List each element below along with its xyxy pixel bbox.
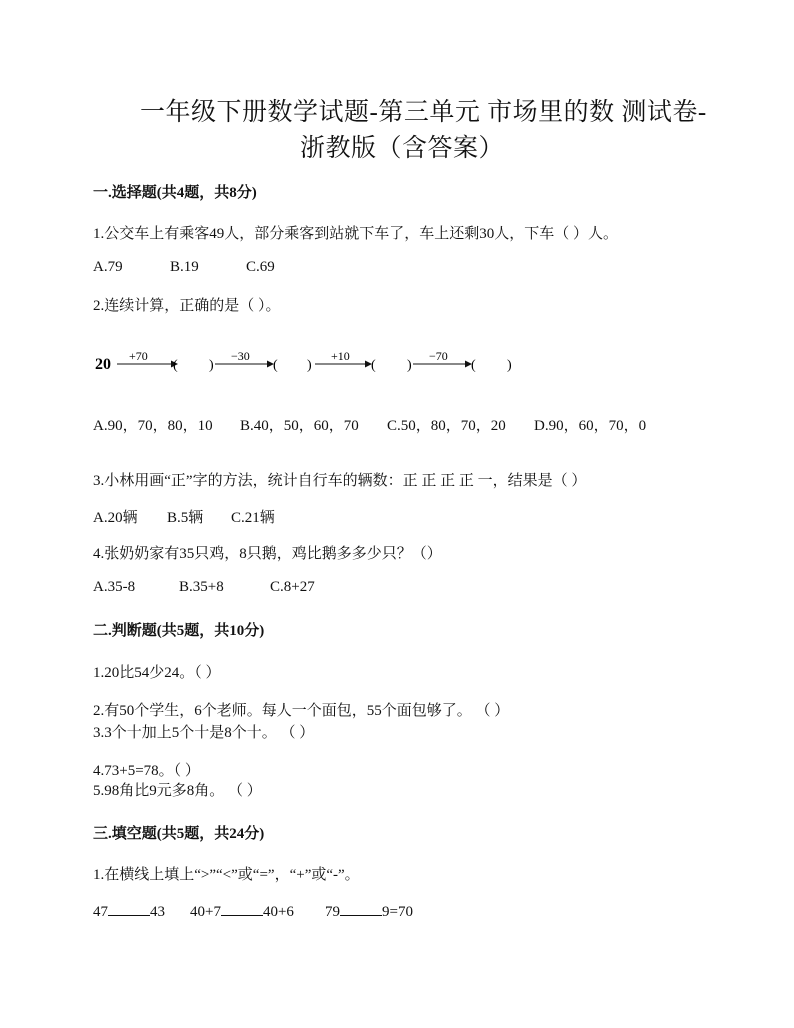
section2-heading: 二.判断题(共5题，共10分) <box>93 623 265 639</box>
fill-expr-2-left: 40+7 <box>190 904 221 920</box>
fill-expr-2-right: 40+6 <box>262 904 294 920</box>
chain-op-2: −30 <box>231 349 250 363</box>
q3-option-c: C.21辆 <box>231 510 275 526</box>
chain-paren-open-2: ( <box>273 358 278 373</box>
section1-heading: 一.选择题(共4题，共8分) <box>93 185 257 201</box>
fill-expr-3-left: 79 <box>325 904 340 920</box>
q4-text: 4.张奶奶家有35只鸡，8只鹅，鸡比鹅多多少只？（） <box>93 546 442 562</box>
chain-paren-close-2: ) <box>307 358 312 373</box>
q1-option-b: B.19 <box>170 259 199 275</box>
chain-op-3: +10 <box>331 349 350 363</box>
chain-paren-open-3: ( <box>371 358 376 373</box>
fill-expr-2 <box>190 901 294 921</box>
page-title-line2: 浙教版（含答案） <box>300 135 505 162</box>
q2-option-d: D.90，60，70，0 <box>534 418 647 434</box>
fill-expr-1 <box>93 901 165 921</box>
judge-item-4: 4.73+5=78。（ ） <box>93 763 200 779</box>
fill-expr-3-right: 9=70 <box>382 904 413 920</box>
chain-paren-close-4: ) <box>507 358 512 373</box>
q1-option-c: C.69 <box>246 259 275 275</box>
q4-option-c: C.8+27 <box>270 579 315 595</box>
q2-option-a: A.90，70，80，10 <box>93 418 213 434</box>
fill-expr-1-left: 47 <box>93 904 108 920</box>
judge-item-3: 3.3个十加上5个十是8个十。 （ ） <box>93 725 315 741</box>
q1-option-a: A.79 <box>93 259 123 275</box>
judge-item-1: 1.20比54少24。（ ） <box>93 665 221 681</box>
fill-expr-1-right: 43 <box>150 904 165 920</box>
q2-option-c: C.50，80，70，20 <box>387 418 506 434</box>
page-title-line1: 一年级下册数学试题-第三单元 市场里的数 测试卷- <box>140 99 707 126</box>
fill-q1-text: 1.在横线上填上“>”“<”或“=”，“+”或“-”。 <box>93 867 360 883</box>
fill-expr-3 <box>325 901 413 921</box>
q2-text: 2.连续计算，正确的是（ ）。 <box>93 298 281 314</box>
q2-chain-diagram <box>93 344 533 384</box>
q2-option-b: B.40，50，60，70 <box>240 418 359 434</box>
fill-blank-1[interactable] <box>108 901 150 916</box>
chain-start: 20 <box>95 356 111 373</box>
fill-blank-2[interactable] <box>221 901 263 916</box>
q3-option-a: A.20辆 <box>93 510 138 526</box>
fill-blank-3[interactable] <box>340 901 382 916</box>
q4-option-b: B.35+8 <box>179 579 224 595</box>
chain-paren-open-1: ( <box>173 358 178 373</box>
chain-paren-close-1: ) <box>209 358 214 373</box>
chain-op-4: −70 <box>429 349 448 363</box>
chain-op-1: +70 <box>129 349 148 363</box>
chain-paren-open-4: ( <box>471 358 476 373</box>
judge-item-2: 2.有50个学生，6个老师。每人一个面包，55个面包够了。 （ ） <box>93 703 510 719</box>
q4-option-a: A.35-8 <box>93 579 136 595</box>
chain-paren-close-3: ) <box>407 358 412 373</box>
section3-heading: 三.填空题(共5题，共24分) <box>93 826 265 842</box>
q3-option-b: B.5辆 <box>167 510 204 526</box>
q1-text: 1.公交车上有乘客49人，部分乘客到站就下车了，车上还剩30人，下车（ ）人。 <box>93 226 619 242</box>
q3-text: 3.小林用画“正”字的方法，统计自行车的辆数：正 正 正 正 一，结果是（ ） <box>93 473 587 489</box>
judge-item-5: 5.98角比9元多8角。 （ ） <box>93 783 262 799</box>
